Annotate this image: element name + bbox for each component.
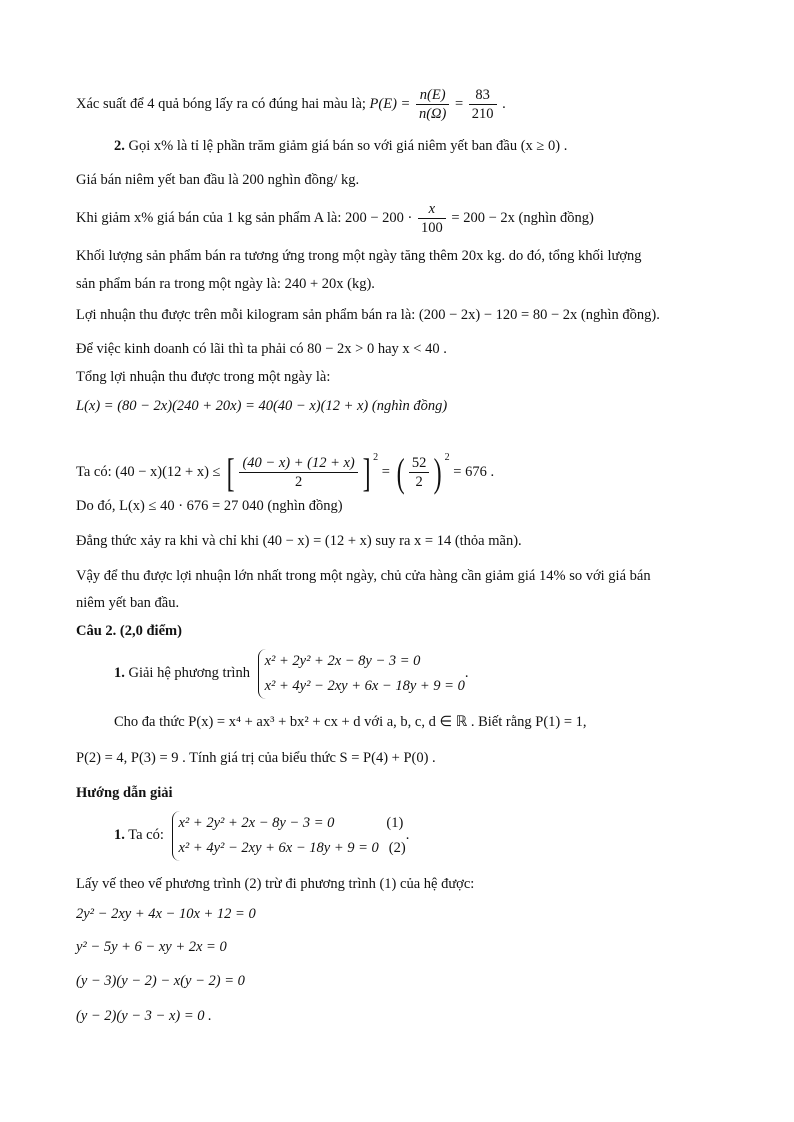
inequality-tail: = 676 . [453, 464, 495, 480]
fraction-sum-over-2 [239, 454, 357, 491]
paragraph-line: Để việc kinh doanh có lãi thì ta phải có 80 − 2x > 0 hay x < 40 . [76, 341, 447, 357]
fraction-numerator: 52 [409, 454, 430, 473]
part2-text: Gọi x% là tỉ lệ phần trăm giảm giá bán so với giá niêm yết ban đầu (x ≥ 0) . [128, 138, 568, 154]
exponent: 2 [373, 452, 379, 463]
discount-text: Khi giảm x% giá bán của 1 kg sản phẩm A là: 200 − 200 · [76, 209, 413, 226]
paragraph-line: Do đó, L(x) ≤ 40 · 676 = 27 040 (nghìn đồng) [76, 498, 343, 514]
fraction-83-210 [469, 86, 497, 123]
question2-text: Cho đa thức P(x) = x⁴ + ax³ + bx² + cx + d với a, b, c, d ∈ ℝ . Biết rằng P(1) = 1, [114, 714, 587, 730]
paragraph-line: niêm yết ban đầu. [76, 595, 180, 611]
inequality-line [76, 436, 494, 494]
question-heading: Câu 2. (2,0 điểm) [76, 623, 182, 639]
discount-line [76, 200, 594, 237]
equation-line: (y − 2)(y − 3 − x) = 0 . [76, 1008, 212, 1024]
part-number: 1. [114, 665, 125, 681]
paragraph-line: Lấy vế theo vế phương trình (2) trừ đi phương trình (1) của hệ được: [76, 876, 475, 892]
discount-tail: = 200 − 2x (nghìn đồng) [451, 209, 594, 226]
paragraph-line: Đẳng thức xảy ra khi và chỉ khi (40 − x) = (12 + x) suy ra x = 14 (thỏa mãn). [76, 533, 522, 549]
part-number: 1. [114, 827, 125, 843]
period: . [464, 665, 469, 681]
paragraph-line: Giá bán niêm yết ban đầu là 200 nghìn đồng/ kg. [76, 172, 360, 188]
fraction-nE-nOmega [416, 86, 449, 123]
equation-line: y² − 5y + 6 − xy + 2x = 0 [76, 939, 227, 955]
equation-line: 2y² − 2xy + 4x − 10x + 12 = 0 [76, 906, 256, 922]
right-bracket: ] [362, 449, 371, 495]
left-bracket: [ [226, 449, 235, 495]
left-paren: ( [396, 449, 405, 495]
system-equation-2: x² + 4y² − 2xy + 6x − 18y + 9 = 0 [264, 677, 465, 694]
solution-heading: Hướng dẫn giải [76, 785, 173, 801]
paragraph-line: Khối lượng sản phẩm bán ra tương ứng trong một ngày tăng thêm 20x kg. do đó, tổng khối lượng [76, 248, 642, 264]
question1-text: Giải hệ phương trình [128, 665, 250, 681]
solution-text: Ta có: [128, 827, 164, 843]
fraction-numerator: 83 [469, 86, 497, 105]
fraction-numerator: x [418, 200, 446, 219]
fraction-x-100 [418, 200, 446, 237]
paragraph-line: Vậy để thu được lợi nhuận lớn nhất trong một ngày, chủ cửa hàng cần giảm giá 14% so với giá bán [76, 568, 651, 584]
part-number: 2. [114, 138, 125, 154]
equals-sign: = [454, 95, 464, 112]
inequality-head: Ta có: (40 − x)(12 + x) ≤ [76, 464, 221, 480]
profit-formula: L(x) = (80 − 2x)(240 + 20x) = 40(40 − x)(12 + x) (nghìn đồng) [76, 398, 448, 414]
equation-tag: (2) [388, 839, 406, 856]
fraction-denominator: 2 [415, 474, 423, 491]
equation-system [258, 649, 465, 699]
right-paren: ) [434, 449, 443, 495]
fraction-numerator: n(E) [416, 86, 449, 105]
part2-intro [114, 136, 567, 156]
paragraph-line: Lợi nhuận thu được trên mỗi kilogram sản phẩm bán ra là: (200 − 2x) − 120 = 80 − 2x (nghìn đồng). [76, 307, 660, 323]
probability-lhs: P(E) = [369, 95, 411, 112]
period: . [405, 827, 410, 843]
probability-text: Xác suất để 4 quả bóng lấy ra có đúng hai màu là; [76, 95, 366, 112]
solution-system [114, 810, 409, 861]
equation-tag: (1) [386, 814, 404, 831]
paragraph-line: sản phẩm bán ra trong một ngày là: 240 + 20x (kg). [76, 276, 375, 292]
question2-line2: P(2) = 4, P(3) = 9 . Tính giá trị của biểu thức S = P(4) + P(0) . [76, 750, 436, 766]
system-equation-1: x² + 2y² + 2x − 8y − 3 = 0 [178, 814, 335, 831]
paragraph-line: Tổng lợi nhuận thu được trong một ngày là: [76, 369, 331, 385]
fraction-denominator: 2 [294, 474, 303, 491]
equation-line: (y − 3)(y − 2) − x(y − 2) = 0 [76, 973, 245, 989]
fraction-denominator: n(Ω) [418, 106, 447, 122]
period: . [502, 95, 506, 112]
system-equation-1: x² + 2y² + 2x − 8y − 3 = 0 [264, 652, 421, 669]
question1 [114, 648, 468, 699]
system-equation-2: x² + 4y² − 2xy + 6x − 18y + 9 = 0 [178, 839, 379, 856]
equation-system [172, 811, 406, 861]
fraction-denominator: 210 [471, 106, 494, 122]
equals-sign: = [381, 464, 390, 480]
exponent: 2 [444, 452, 450, 463]
probability-line [76, 86, 506, 123]
fraction-52-2 [409, 454, 430, 491]
fraction-numerator: (40 − x) + (12 + x) [239, 454, 357, 473]
fraction-denominator: 100 [421, 220, 443, 236]
